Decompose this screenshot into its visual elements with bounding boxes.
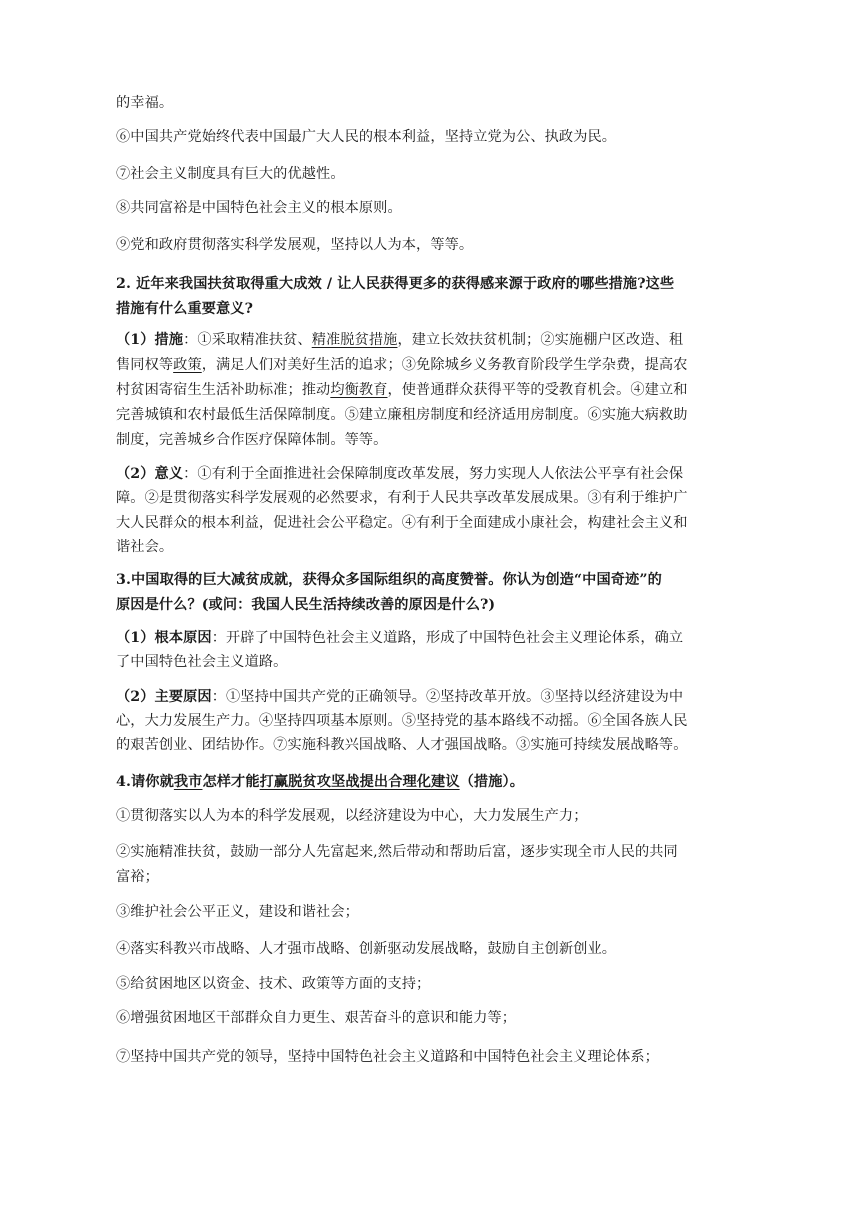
text-line (116, 354, 744, 376)
text-line (116, 841, 744, 863)
text-run: ⑥增强贫困地区干部群众自力更生、艰苦奋斗的意识和能力等； (116, 1010, 517, 1026)
text-line (116, 710, 744, 732)
text-line (116, 1046, 744, 1068)
text-line (116, 627, 744, 649)
text-line (116, 298, 744, 320)
text-run: ⑦坚持中国共产党的领导，坚持中国特色社会主义道路和中国特色社会主义理论体系； (116, 1049, 659, 1065)
text-run: 了中国特色社会主义道路。 (116, 654, 288, 670)
text-line (116, 771, 744, 793)
text-line (116, 197, 744, 219)
bold-text: 怎样才能 (202, 774, 260, 790)
text-run: 富裕； (116, 869, 159, 885)
text-run: 售同权等 (116, 357, 174, 373)
text-line (116, 594, 744, 616)
text-run: ⑧共同富裕是中国特色社会主义的根本原则。 (116, 200, 402, 216)
text-line (116, 463, 744, 485)
bold-text: （2）主要原因 (116, 689, 212, 705)
text-line (116, 651, 744, 673)
underlined-text: 我市 (173, 774, 203, 790)
text-line (116, 329, 744, 351)
underlined-text: 精准脱贫措施 (311, 332, 398, 348)
text-line (116, 866, 744, 888)
bold-text: 4.请你就 (116, 774, 174, 790)
text-run: 完善城镇和农村最低生活保障制度。⑤建立廉租房制度和经济适用房制度。⑥实施大病救助 (116, 407, 688, 423)
bold-text: 3.中国取得的巨大减贫成就，获得众多国际组织的高度赞誉。你认为创造“中国奇迹”的 (116, 572, 662, 588)
text-line (116, 92, 744, 114)
underlined-text: 政策 (173, 357, 202, 373)
text-run: ：开辟了中国特色社会主义道路，形成了中国特色社会主义理论体系，确立 (211, 630, 684, 646)
text-line (116, 487, 744, 509)
bold-text: （1）根本原因 (116, 630, 212, 646)
bold-text: 措施有什么重要意义? (116, 301, 254, 317)
text-line (116, 379, 744, 401)
text-line (116, 805, 744, 827)
text-run: ①贯彻落实以人为本的科学发展观，以经济建设为中心，大力发展生产力； (116, 808, 588, 824)
text-run: 谐社会。 (116, 539, 174, 555)
text-line (116, 1007, 744, 1029)
text-line (116, 163, 744, 185)
text-line (116, 973, 744, 995)
text-run: 大人民群众的根本利益，促进社会公平稳定。④有利于全面建成小康社会，构建社会主义和 (116, 515, 688, 531)
text-line (116, 404, 744, 426)
text-run: ：①有利于全面推进社会保障制度改革发展，努力实现人人依法公平享有社会保 (183, 466, 684, 482)
text-line (116, 429, 744, 451)
text-run: ⑦社会主义制度具有巨大的优越性。 (116, 166, 345, 182)
text-line (116, 234, 744, 256)
text-line (116, 901, 744, 923)
text-run: ⑨党和政府贯彻落实科学发展观，坚持以人为本，等等。 (116, 237, 474, 253)
bold-text: （2）意义 (116, 466, 184, 482)
text-run: ②实施精准扶贫，鼓励一部分人先富起来,然后带动和帮助后富，逐步实现全市人民的共同 (116, 844, 678, 860)
text-line (116, 536, 744, 558)
text-run: ：①坚持中国共产党的正确领导。②坚持改革开放。③坚持以经济建设为中 (211, 689, 684, 705)
text-run: 村贫困寄宿生生活补助标准；推动 (116, 382, 331, 398)
text-run: ，建立长效扶贫机制；②实施棚户区改造、租 (397, 332, 684, 348)
text-run: 的幸福。 (116, 95, 174, 111)
text-run: ③维护社会公平正义，建设和谐社会； (116, 904, 359, 920)
underlined-text: 打赢脱贫攻坚战提出合理化建议 (259, 774, 460, 790)
text-run: ⑤给贫困地区以资金、技术、政策等方面的支持； (116, 976, 431, 992)
text-line (116, 686, 744, 708)
text-run: 心，大力发展生产力。④坚持四项基本原则。⑤坚持党的基本路线不动摇。⑥全国各族人民 (116, 713, 688, 729)
text-run: 障。②是贯彻落实科学发展观的必然要求，有利于人民共享改革发展成果。③有利于维护广 (116, 490, 688, 506)
text-run: ④落实科教兴市战略、人才强市战略、创新驱动发展战略，鼓励自主创新创业。 (116, 941, 617, 957)
text-line (116, 938, 744, 960)
text-run: ，使普通群众获得平等的受教育机会。④建立和 (387, 382, 688, 398)
text-run: 制度，完善城乡合作医疗保障体制。等等。 (116, 432, 388, 448)
text-line (116, 273, 744, 295)
text-run: ：①采取精准扶贫、 (183, 332, 312, 348)
underlined-text: 均衡教育 (330, 382, 388, 398)
text-line (116, 126, 744, 148)
text-line (116, 512, 744, 534)
text-run: ⑥中国共产党始终代表中国最广大人民的根本利益，坚持立党为公、执政为民。 (116, 129, 617, 145)
bold-text: （措施）。 (459, 774, 524, 790)
bold-text: （1）措施 (116, 332, 184, 348)
text-line (116, 569, 744, 591)
bold-text: 原因是什么？(或问：我国人民生活持续改善的原因是什么?) (116, 597, 496, 613)
text-run: 的艰苦创业、团结协作。⑦实施科教兴国战略、人才强国战略。③实施可持续发展战略等。 (116, 737, 688, 753)
text-line (116, 734, 744, 756)
bold-text: 2. 近年来我国扶贫取得重大成效 / 让人民获得更多的获得感来源于政府的哪些措施?这些 (116, 276, 675, 292)
text-run: ，满足人们对美好生活的追求；③免除城乡义务教育阶段学生学杂费，提高农 (201, 357, 688, 373)
